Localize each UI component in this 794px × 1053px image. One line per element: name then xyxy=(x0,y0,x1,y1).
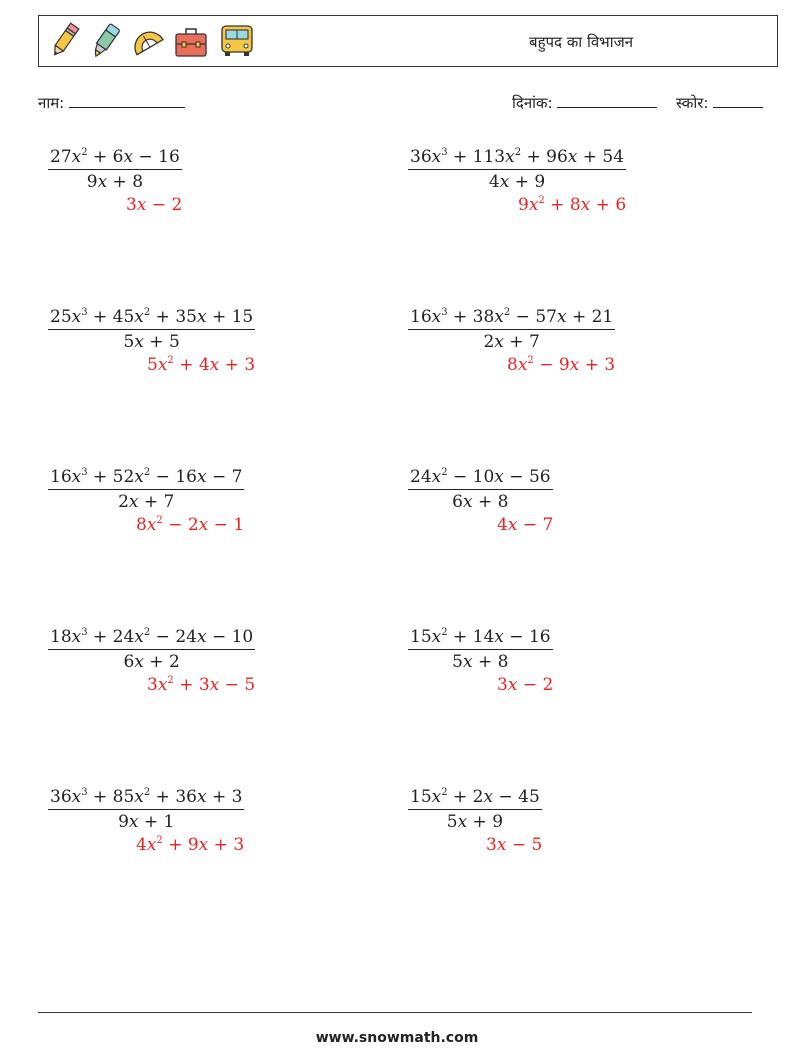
answer-quotient: $5x^2 + 4x + 3$ xyxy=(147,355,256,375)
dividend-polynomial: $36x^3 + 85x^2 + 36x + 3$ xyxy=(48,787,244,810)
dividend-polynomial: $25x^3 + 45x^2 + 35x + 15$ xyxy=(48,307,255,330)
date-field xyxy=(512,93,657,113)
dividend-polynomial: $36x^3 + 113x^2 + 96x + 54$ xyxy=(408,147,626,170)
answer-quotient: 3x − 2 xyxy=(126,195,183,215)
problem-10 xyxy=(398,787,728,907)
name-label: नाम: xyxy=(38,94,65,112)
footer-url: www.snowmath.com xyxy=(315,1030,479,1046)
division-fraction xyxy=(48,787,244,832)
division-fraction xyxy=(408,307,615,352)
name-field xyxy=(38,93,185,113)
answer-quotient: $9x^2 + 8x + 6$ xyxy=(518,195,627,215)
problem-2 xyxy=(398,147,728,267)
header-icons xyxy=(47,20,257,64)
answer-quotient: $4x^2 + 9x + 3$ xyxy=(136,835,245,855)
problem-3 xyxy=(38,307,368,427)
dividend-polynomial: $15x^2 + 2x - 45$ xyxy=(408,787,542,810)
school-bus-icon xyxy=(217,20,257,60)
protractor-icon xyxy=(129,20,165,60)
divisor-polynomial: 6x + 2 xyxy=(123,652,180,672)
worksheet-header xyxy=(38,15,778,67)
page-title: बहुपद का विभाजन xyxy=(529,33,634,51)
footer-divider xyxy=(38,1012,752,1013)
divisor-polynomial: 2x + 7 xyxy=(483,332,540,352)
division-fraction xyxy=(48,307,255,352)
problem-1 xyxy=(38,147,368,267)
problem-4 xyxy=(398,307,728,427)
name-blank[interactable] xyxy=(69,93,185,108)
answer-quotient: $8x^2 - 2x - 1$ xyxy=(136,515,245,535)
dividend-polynomial: $24x^2 - 10x - 56$ xyxy=(408,467,553,490)
divisor-polynomial: 4x + 9 xyxy=(488,172,546,192)
division-fraction xyxy=(408,147,626,192)
problem-6 xyxy=(398,467,728,587)
dividend-polynomial: $16x^3 + 52x^2 - 16x - 7$ xyxy=(48,467,244,490)
answer-quotient: 3x − 5 xyxy=(486,835,543,855)
briefcase-icon xyxy=(170,20,212,60)
pencil-icon xyxy=(47,20,83,60)
division-fraction xyxy=(48,627,255,672)
date-blank[interactable] xyxy=(557,93,657,108)
score-blank[interactable] xyxy=(713,93,763,108)
score-label: स्कोर: xyxy=(676,94,709,112)
division-fraction xyxy=(408,467,553,512)
divisor-polynomial: 5x + 9 xyxy=(446,812,504,832)
divisor-polynomial: 9x + 8 xyxy=(86,172,144,192)
score-field xyxy=(676,93,763,113)
divisor-polynomial: 6x + 8 xyxy=(452,492,509,512)
division-fraction xyxy=(48,147,182,192)
problem-7 xyxy=(38,627,368,747)
dividend-polynomial: $18x^3 + 24x^2 - 24x - 10$ xyxy=(48,627,255,650)
problem-5 xyxy=(38,467,368,587)
dividend-polynomial: $27x^2 + 6x - 16$ xyxy=(48,147,182,170)
division-fraction xyxy=(48,467,244,512)
division-fraction xyxy=(408,627,553,672)
division-fraction xyxy=(408,787,542,832)
date-label: दिनांक: xyxy=(512,94,553,112)
answer-quotient: $3x^2 + 3x - 5$ xyxy=(147,675,256,695)
highlighter-icon xyxy=(88,20,124,60)
problem-9 xyxy=(38,787,368,907)
answer-quotient: $8x^2 - 9x + 3$ xyxy=(507,355,616,375)
divisor-polynomial: 2x + 7 xyxy=(118,492,175,512)
dividend-polynomial: $15x^2 + 14x - 16$ xyxy=(408,627,553,650)
problem-8 xyxy=(398,627,728,747)
answer-quotient: 4x − 7 xyxy=(497,515,554,535)
dividend-polynomial: $16x^3 + 38x^2 - 57x + 21$ xyxy=(408,307,615,330)
divisor-polynomial: 9x + 1 xyxy=(118,812,175,832)
answer-quotient: 3x − 2 xyxy=(497,675,554,695)
divisor-polynomial: 5x + 5 xyxy=(123,332,180,352)
divisor-polynomial: 5x + 8 xyxy=(452,652,509,672)
